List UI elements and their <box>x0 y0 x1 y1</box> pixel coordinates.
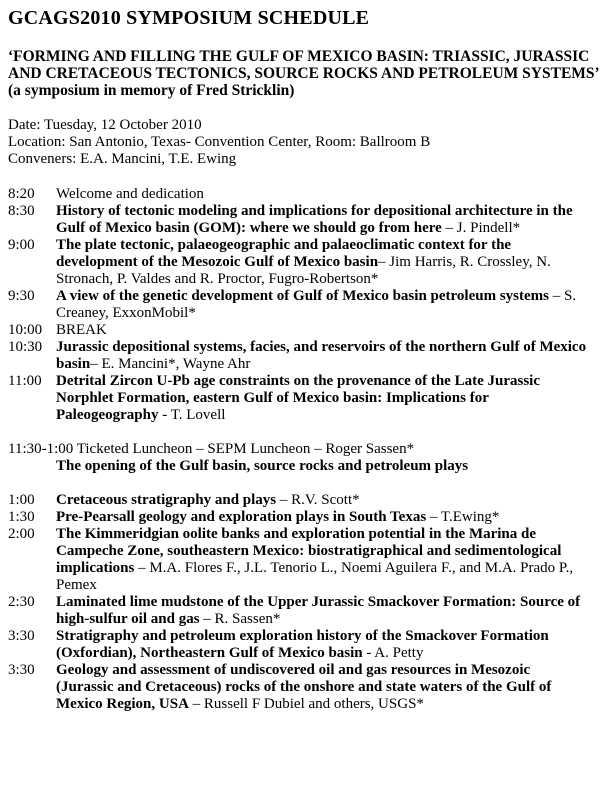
schedule-row <box>8 662 603 713</box>
document-title: GCAGS2010 SYMPOSIUM SCHEDULE <box>8 7 370 29</box>
spacer <box>8 475 603 492</box>
meta-location: Location: San Antonio, Texas- Convention Center, Room: Ballroom B <box>8 134 431 150</box>
meta-date: Date: Tuesday, 12 October 2010 <box>8 117 202 133</box>
talk-time: 1:00 <box>8 492 35 508</box>
talk-title: Pre-Pearsall geology and exploration plays in South Texas <box>56 509 427 525</box>
talk-authors: – Jim Harris, R. Crossley, N. Stronach, P. Valdes and R. Proctor, Fugro-Robertson* <box>56 254 551 287</box>
schedule-row <box>8 288 603 322</box>
schedule-row <box>8 339 603 373</box>
talk-authors: – J. Pindell* <box>441 220 521 236</box>
talk-title: The Kimmeridgian oolite banks and exploration potential in the Marina de Campeche Zone, southeastern Mexico: biostratigraphical and sedimentological implications <box>56 526 562 576</box>
talk-title: Detrital Zircon U-Pb age constraints on the provenance of the Late Jurassic Norphlet Formation, eastern Gulf of Mexico basin: Implications for Paleogeography <box>56 373 540 423</box>
talk-title: Geology and assessment of undiscovered oil and gas resources in Mesozoic (Jurassic and Cretaceous) rocks of the onshore and state waters of the Gulf of Mexico Region, USA <box>56 662 552 712</box>
memorial-note: (a symposium in memory of Fred Stricklin) <box>8 82 295 99</box>
talk-authors: Welcome and dedication <box>56 186 204 202</box>
talk-authors: – M.A. Flores F., J.L. Tenorio L., Noemi Aguilera F., and M.A. Prado P., Pemex <box>56 560 574 593</box>
talk-title: A view of the genetic development of Gulf of Mexico basin petroleum systems <box>56 288 549 304</box>
schedule-row <box>8 203 603 237</box>
talk-authors: – S. Creaney, ExxonMobil* <box>56 288 577 321</box>
talk-time: 2:00 <box>8 526 35 542</box>
talk-time: 10:30 <box>8 339 43 355</box>
luncheon-line: 11:30-1:00 Ticketed Luncheon – SEPM Luncheon – Roger Sassen* <box>8 441 415 457</box>
schedule-row <box>8 526 603 594</box>
talk-title: Laminated lime mudstone of the Upper Jurassic Smackover Formation: Source of high-sulfur oil and gas <box>56 594 581 627</box>
talk-time: 8:20 <box>8 186 35 202</box>
schedule-row <box>8 186 603 203</box>
schedule-row <box>8 492 603 509</box>
talk-title: Jurassic depositional systems, facies, and reservoirs of the northern Gulf of Mexico basin <box>56 339 587 372</box>
schedule-row <box>8 594 603 628</box>
meta-block <box>8 117 603 168</box>
talk-authors: – Russell F Dubiel and others, USGS* <box>188 696 424 712</box>
talk-authors: BREAK <box>56 322 107 338</box>
schedule-row <box>8 509 603 526</box>
talk-title: History of tectonic modeling and implications for depositional architecture in the Gulf of Mexico basin (GOM): where we should go from here <box>56 203 573 236</box>
schedule-row <box>8 322 603 339</box>
talk-time: 3:30 <box>8 662 35 678</box>
talk-authors: – R.V. Scott* <box>276 492 360 508</box>
talk-authors: - T. Lovell <box>158 407 226 423</box>
talk-time: 1:30 <box>8 509 35 525</box>
talk-title: The plate tectonic, palaeogeographic and palaeoclimatic context for the development of the Mesozoic Gulf of Mexico basin <box>56 237 512 270</box>
talk-authors: – R. Sassen* <box>199 611 281 627</box>
talk-authors: - A. Petty <box>362 645 424 661</box>
talk-time: 9:30 <box>8 288 35 304</box>
talk-time: 8:30 <box>8 203 35 219</box>
talk-time: 3:30 <box>8 628 35 644</box>
talk-title: Cretaceous stratigraphy and plays <box>56 492 277 508</box>
talk-time: 10:00 <box>8 322 43 338</box>
schedule-morning <box>8 186 603 713</box>
spacer <box>8 424 603 441</box>
talk-time: 11:00 <box>8 373 42 389</box>
afternoon-session-title: The opening of the Gulf basin, source rocks and petroleum plays <box>56 458 469 474</box>
schedule-row <box>8 373 603 424</box>
schedule-row <box>8 237 603 288</box>
meta-conveners: Conveners: E.A. Mancini, T.E. Ewing <box>8 151 237 167</box>
talk-title: Stratigraphy and petroleum exploration history of the Smackover Formation (Oxfordian), Northeastern Gulf of Mexico basin <box>56 628 549 661</box>
talk-authors: – E. Mancini*, Wayne Ahr <box>90 356 251 372</box>
schedule-row <box>8 628 603 662</box>
talk-time: 2:30 <box>8 594 35 610</box>
symposium-title: ‘FORMING AND FILLING THE GULF OF MEXICO BASIN: TRIASSIC, JURASSIC AND CRETACEOUS TECTONICS, SOURCE ROCKS AND PETROLEUM SYSTEMS’ <box>8 48 600 82</box>
talk-time: 9:00 <box>8 237 35 253</box>
talk-authors: – T.Ewing* <box>426 509 500 525</box>
